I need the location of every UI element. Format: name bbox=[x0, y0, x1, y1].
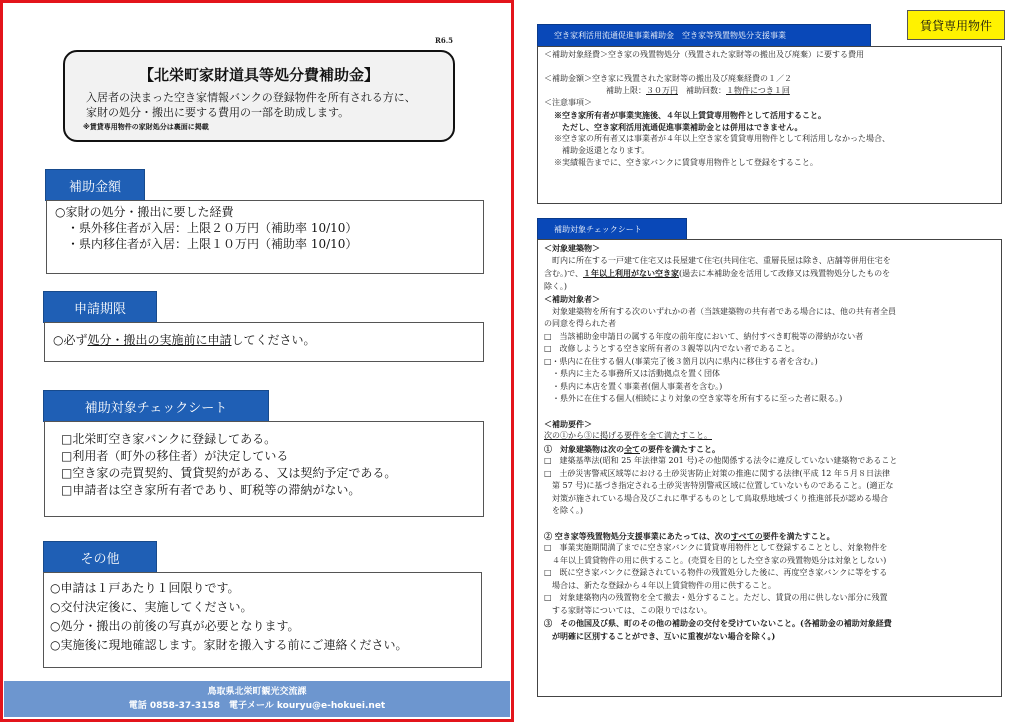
amount-line: ○家財の処分・搬出に要した経費 bbox=[55, 205, 234, 219]
other-line: ○処分・搬出の前後の写真が必要となります。 bbox=[50, 619, 300, 633]
req2-check-item[interactable]: □ 対象建築物内の残置物を全て撤去・処分すること。ただし、賃貸の用に供しない部分に残置 bbox=[544, 593, 888, 602]
applicant-line: ・県外に在住する個人(相続により対象の空き家等を所有するに至った者に限る。) bbox=[544, 394, 843, 403]
amount-line: ・県内移住者が入居：上限１０万円（補助率 10/10） bbox=[55, 237, 358, 251]
applicant-line: の同意を得られた者 bbox=[544, 319, 616, 328]
page-title: 【北栄町家財道具等処分費補助金】 bbox=[138, 66, 379, 84]
requirement-3-line: が明確に区別することができ、互いに重複がない場合を除く。) bbox=[544, 630, 776, 641]
program-heading: 空き家利活用流通促進事業補助金 空き家等残置物処分支援事業 bbox=[537, 24, 871, 47]
applicant-check-item[interactable]: □ 当該補助金申請日の属する年度の前年度において、納付すべき町税等の滞納がない者 bbox=[544, 331, 864, 341]
rental-only-badge: 賃貸専用物件 bbox=[907, 10, 1005, 40]
note-line: ただし、空き家利活用流通促進事業補助金とは併用はできません。 bbox=[554, 122, 803, 132]
building-line: 除く。) bbox=[544, 281, 567, 291]
version-label: R6.5 bbox=[435, 36, 453, 45]
other-line: ○申請は１戸あたり１回限りです。 bbox=[50, 581, 240, 595]
checklist-heading: 補助対象チェックシート bbox=[537, 218, 687, 240]
req1-check-item[interactable]: □ 土砂災害警戒区域等における土砂災害防止対策の推進に関する法律(平成 12 年５月８日法律 bbox=[544, 468, 890, 478]
section-box-deadline bbox=[44, 322, 484, 362]
amount-line: ＜補助金額＞空き家に残置された家財等の搬出及び廃棄経費の１／２ bbox=[544, 74, 792, 83]
applicant-line: 対象建築物を所有する次のいずれかの者（当該建築物の共有者である場合には、他の共有者全員 bbox=[544, 306, 896, 316]
applicant-check-item[interactable]: □ 改修しようとする空き家所有者の３親等以内でない者であること。 bbox=[544, 344, 800, 353]
section-box-amount bbox=[46, 200, 484, 274]
req2-check-item[interactable]: □ 既に空き家バンクに登録されている物件の残置処分した後に、再度空き家バンクに等をする bbox=[544, 568, 888, 577]
description bbox=[86, 90, 416, 120]
title-box bbox=[63, 50, 455, 142]
footer-org: 鳥取県北栄町観光交流課 bbox=[207, 687, 307, 697]
section-heading-other: その他 bbox=[43, 541, 157, 573]
limit-value: ３０万円 bbox=[646, 86, 678, 95]
description-line: 入居者の決まった空き家情報バンクの登録物件を所有される方に、 bbox=[86, 91, 416, 104]
deadline-emphasis: 処分・搬出の実施前に申請 bbox=[87, 333, 232, 347]
checklist-item[interactable]: □空き家の売買契約、賃貸契約がある、又は契約予定である。 bbox=[61, 466, 397, 480]
building-line: 含む。)で、１年以上利用がない空き家(過去に本補助金を活用して改修又は残置物処分したものを bbox=[544, 268, 891, 278]
note-line: 補助金返還となります。 bbox=[554, 146, 650, 155]
checklist-box bbox=[537, 239, 1002, 697]
notes-heading: ＜注意事項＞ bbox=[544, 98, 592, 107]
checklist-item[interactable]: □利用者（町外の移住者）が決定している bbox=[61, 449, 289, 463]
footer-contact[interactable]: 電話 0858-37-3158 電子メール kouryu@e-hokuei.net bbox=[128, 701, 386, 711]
req1-line: 対策が施されている場合及びこれに準ずるものとして鳥取県地域づくり推進部長が認める場合 bbox=[544, 493, 888, 503]
section-box-other bbox=[43, 572, 482, 668]
note-line: ※実績報告までに、空き家バンクに賃貸専用物件として登録をすること。 bbox=[554, 158, 818, 167]
note-line: ※空き家所有者が事業実施後、４年以上賃貸専用物件として活用すること。 bbox=[554, 110, 826, 120]
count-value: １物件につき１回 bbox=[726, 86, 790, 95]
section-heading-deadline: 申請期限 bbox=[43, 291, 157, 323]
requirement-1: ① 対象建築物は次の全ての要件を満たすこと。 bbox=[544, 443, 720, 454]
requirements-intro: 次の①から③に掲げる要件を全て満たすこと。 bbox=[544, 431, 712, 440]
applicant-check-item[interactable]: □・県内に在住する個人(事業完了後３箇月以内に県内に移住する者を含む。) bbox=[544, 356, 818, 366]
description-line: 家財の処分・搬出に要する費用の一部を助成します。 bbox=[86, 106, 350, 119]
req2-line: ４年以上賃貸物件の用に供すること。(売買を目的とした空き家の残置物処分は対象としない) bbox=[544, 555, 887, 565]
checklist-item[interactable]: □北栄町空き家バンクに登録してある。 bbox=[61, 432, 277, 446]
program-box bbox=[537, 46, 1002, 204]
applicant-line: ・県内に本店を置く事業者(個人事業者を含む。) bbox=[544, 381, 723, 391]
applicant-heading: ＜補助対象者＞ bbox=[544, 294, 600, 304]
req1-check-item[interactable]: □ 建築基準法(昭和 25 年法律第 201 号)その他関係する法令に違反していない建築物であること bbox=[544, 456, 898, 465]
other-line: ○実施後に現地確認します。家財を搬入する前にご連絡ください。 bbox=[50, 638, 408, 652]
section-box-checklist bbox=[44, 421, 484, 517]
expense-line: ＜補助対象経費＞空き家の残置物処分（残置された家財等の搬出及び廃棄）に要する費用 bbox=[544, 50, 864, 59]
applicant-line: ・県内に主たる事務所又は活動拠点を置く団体 bbox=[544, 369, 720, 378]
deadline-text: ○必ず処分・搬出の実施前に申請してください。 bbox=[53, 333, 316, 347]
requirement-2: ② 空き家等残置物処分支援事業にあたっては、次のすべての要件を満たすこと。 bbox=[544, 530, 835, 541]
other-line: ○交付決定後に、実施してください。 bbox=[50, 600, 253, 614]
requirements-heading: ＜補助要件＞ bbox=[544, 418, 592, 429]
checklist-item[interactable]: □申請者は空き家所有者であり、町税等の滞納がない。 bbox=[61, 483, 361, 497]
rental-note: ※賃貸専用物件の家財処分は裏面に掲載 bbox=[83, 123, 209, 131]
building-heading: ＜対象建築物＞ bbox=[544, 243, 600, 253]
req1-line: 第 57 号)に基づき指定される土砂災害特別警戒区域に位置していないものであること。(適正な bbox=[544, 481, 894, 490]
vacant-house-emphasis: １年以上利用がない空き家 bbox=[582, 268, 679, 278]
requirement-3: ③ その他国及び県、町のその他の補助金の交付を受けていないこと。(各補助金の補助対象経費 bbox=[544, 618, 892, 628]
building-line: 町内に所在する一戸建て住宅又は長屋建て住宅(共同住宅、重層長屋は除き、店舗等併用住宅を bbox=[544, 255, 891, 265]
contact-footer bbox=[4, 681, 510, 717]
limit-line: 補助上限：３０万円 補助回数：１物件につき１回 bbox=[606, 86, 790, 95]
amount-line: ・県外移住者が入居：上限２０万円（補助率 10/10） bbox=[55, 221, 358, 235]
section-heading-checklist: 補助対象チェックシート bbox=[43, 390, 269, 422]
req2-check-item[interactable]: □ 事業実施期間満了までに空き家バンクに賃貸専用物件として登録することとし、対象物件を bbox=[544, 543, 888, 552]
note-line: ※空き家の所有者又は事業者が４年以上空き家を賃貸専用物件として利活用しなかった場合、 bbox=[554, 134, 890, 143]
section-heading-amount: 補助金額 bbox=[45, 169, 145, 201]
req2-line: 場合は、新たな登録から４年以上賃貸物件の用に供すること。 bbox=[544, 580, 776, 590]
req1-line: を除く。) bbox=[544, 506, 583, 515]
req2-line: する家財等については、この限りではない。 bbox=[544, 605, 712, 615]
